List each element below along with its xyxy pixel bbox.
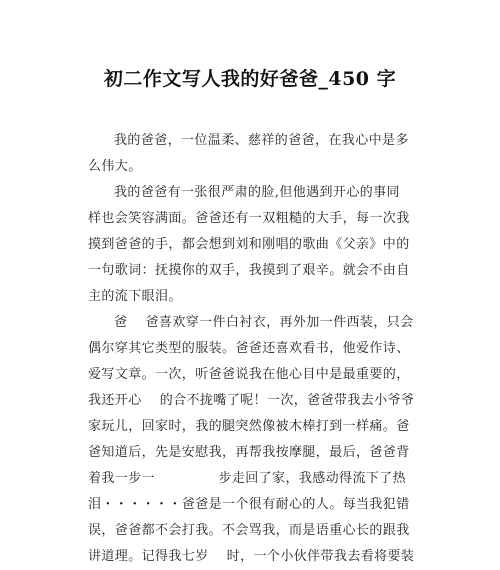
text-line: 误，爸爸都不会打我。不会骂我，而是语重心长的跟我 (88, 523, 410, 538)
text-line: 我还开心 的合不拢嘴了呢！一次，爸爸带我去小爷爷 (88, 393, 415, 408)
document-title: 初二作文写人我的好爸爸_450 字 (103, 68, 397, 90)
text-line: 讲道理。记得我七岁 时，一个小伙伴带我去看将要装 (88, 549, 415, 564)
text-line: 着我一步一 步走回了家，我感动得流下了热 (88, 471, 407, 486)
text-line: 家玩儿，回家时，我的腿突然像被木棒打到一样痛。爸 (88, 419, 410, 434)
text-line: 爱写文章。一次，听爸爸说我在他心目中是最重要的， (88, 367, 410, 382)
text-line: 偶尔穿其它类型的服装。爸爸还喜欢看书，他爱作诗、 (88, 341, 410, 356)
text-line: 爸 爸喜欢穿一件白衬衣，再外加一件西装，只会 (114, 315, 414, 330)
text-line: 摸到爸爸的手，都会想到刘和刚唱的歌曲《父亲》中的 (88, 237, 410, 252)
text-line: 一句歌词：抚摸你的双手，我摸到了艰辛。就会不由自 (88, 263, 410, 278)
text-line: 样也会笑容满面。爸爸还有一双粗糙的大手，每一次我 (88, 211, 410, 226)
text-line: 我的爸爸，一位温柔、慈祥的爸爸，在我心中是多 (114, 133, 409, 148)
text-line: 么伟大。 (88, 159, 142, 174)
text-line: 主的流下眼泪。 (88, 289, 182, 304)
text-line: 爸知道后，先是安慰我，再帮我按摩腿，最后，爸爸背 (88, 445, 410, 460)
document-body (88, 128, 420, 570)
text-line: 泪・・・・・・爸爸是一个很有耐心的人。每当我犯错 (88, 497, 410, 512)
text-line: 我的爸爸有一张很严肃的脸,但他遇到开心的事同 (114, 185, 400, 200)
